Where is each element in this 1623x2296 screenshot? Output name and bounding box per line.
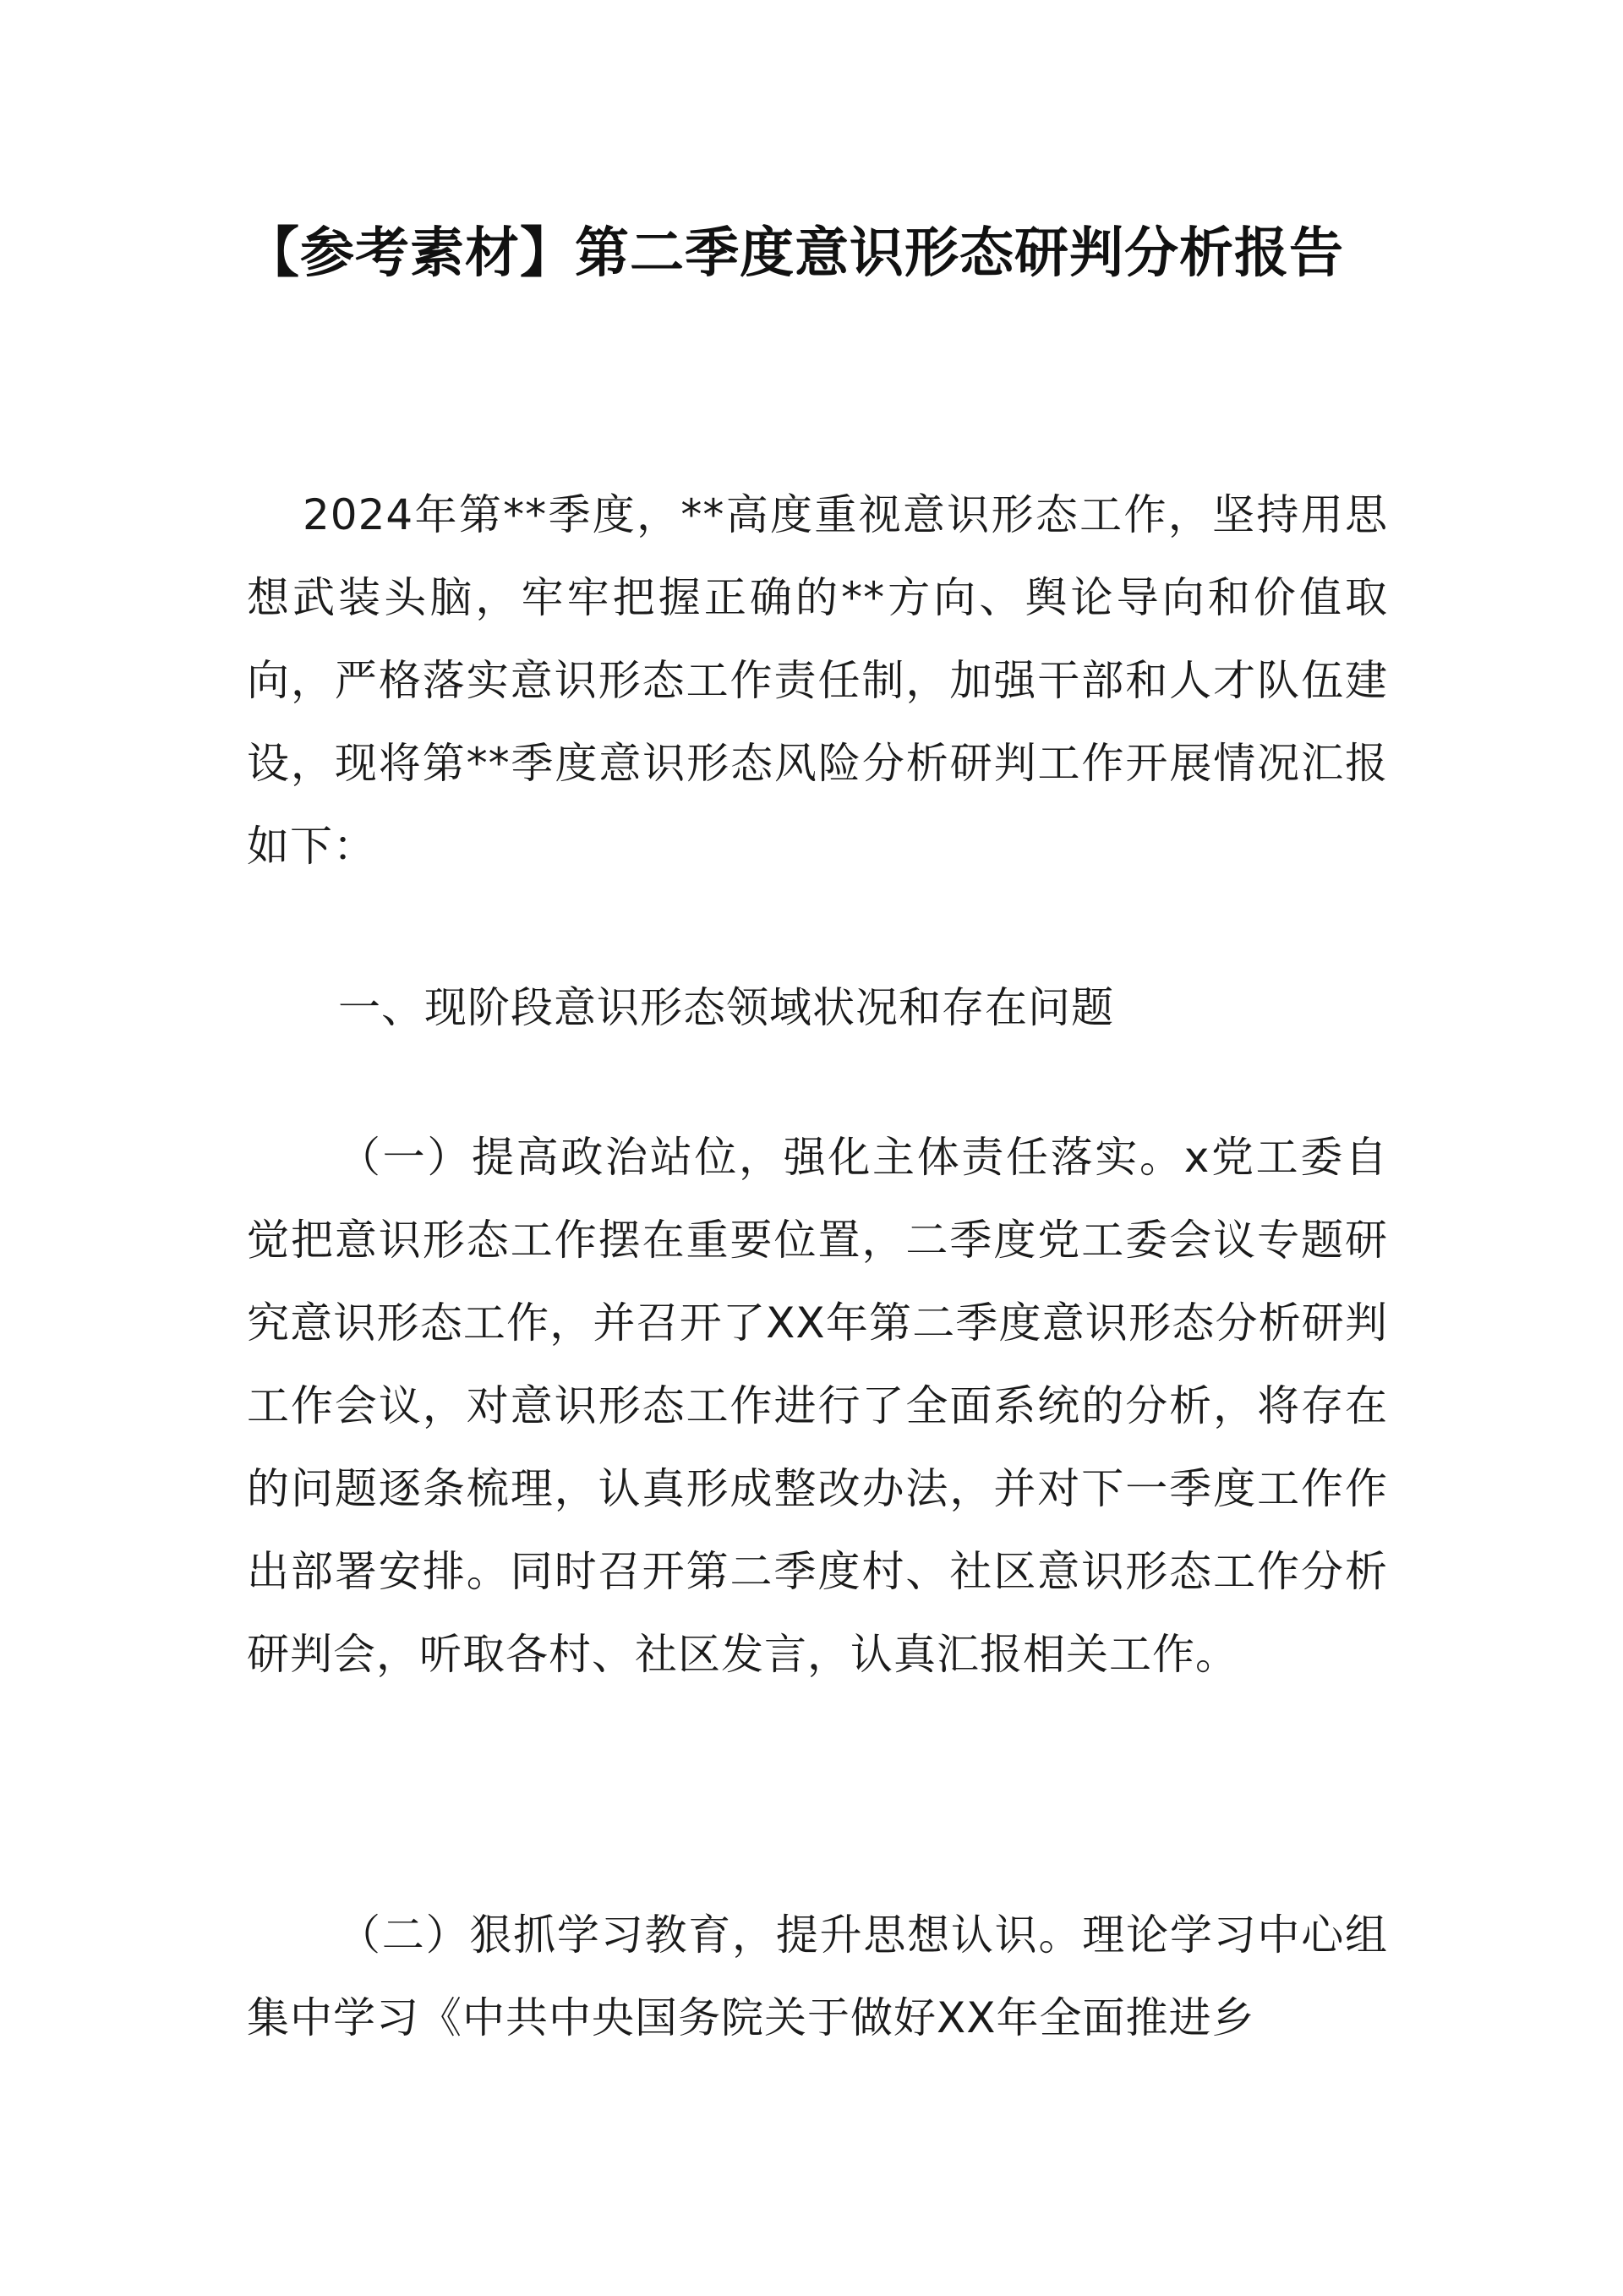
item-2-paragraph: （二）狠抓学习教育，提升思想认识。理论学习中心组集中学习《中共中央国务院关于做好XX年全面推进乡	[247, 1911, 1388, 2042]
document-title: 【参考素材】第二季度意识形态研判分析报告	[245, 222, 1344, 285]
item-1-paragraph: （一）提高政治站位，强化主体责任落实。x党工委自觉把意识形态工作摆在重要位置，二季度党工委会议专题研究意识形态工作，并召开了XX年第二季度意识形态分析研判工作会议，对意识形态工作进行了全面系统的分析，将存在的问题逐条梳理，认真形成整改办法，并对下一季度工作作出部署安排。同时召开第二季度村、社区意识形态工作分析研判会，听取各村、社区发言，认真汇报相关工作。	[247, 1133, 1388, 1679]
intro-paragraph: 2024年第**季度，**高度重视意识形态工作，坚持用思想武装头脑，牢牢把握正确的**方向、舆论导向和价值取向，严格落实意识形态工作责任制，加强干部和人才队伍建设，现将第**季度意识形态风险分析研判工作开展情况汇报如下：	[247, 490, 1388, 871]
section-heading: 一、现阶段意识形态领域状况和存在问题	[338, 983, 1114, 1032]
